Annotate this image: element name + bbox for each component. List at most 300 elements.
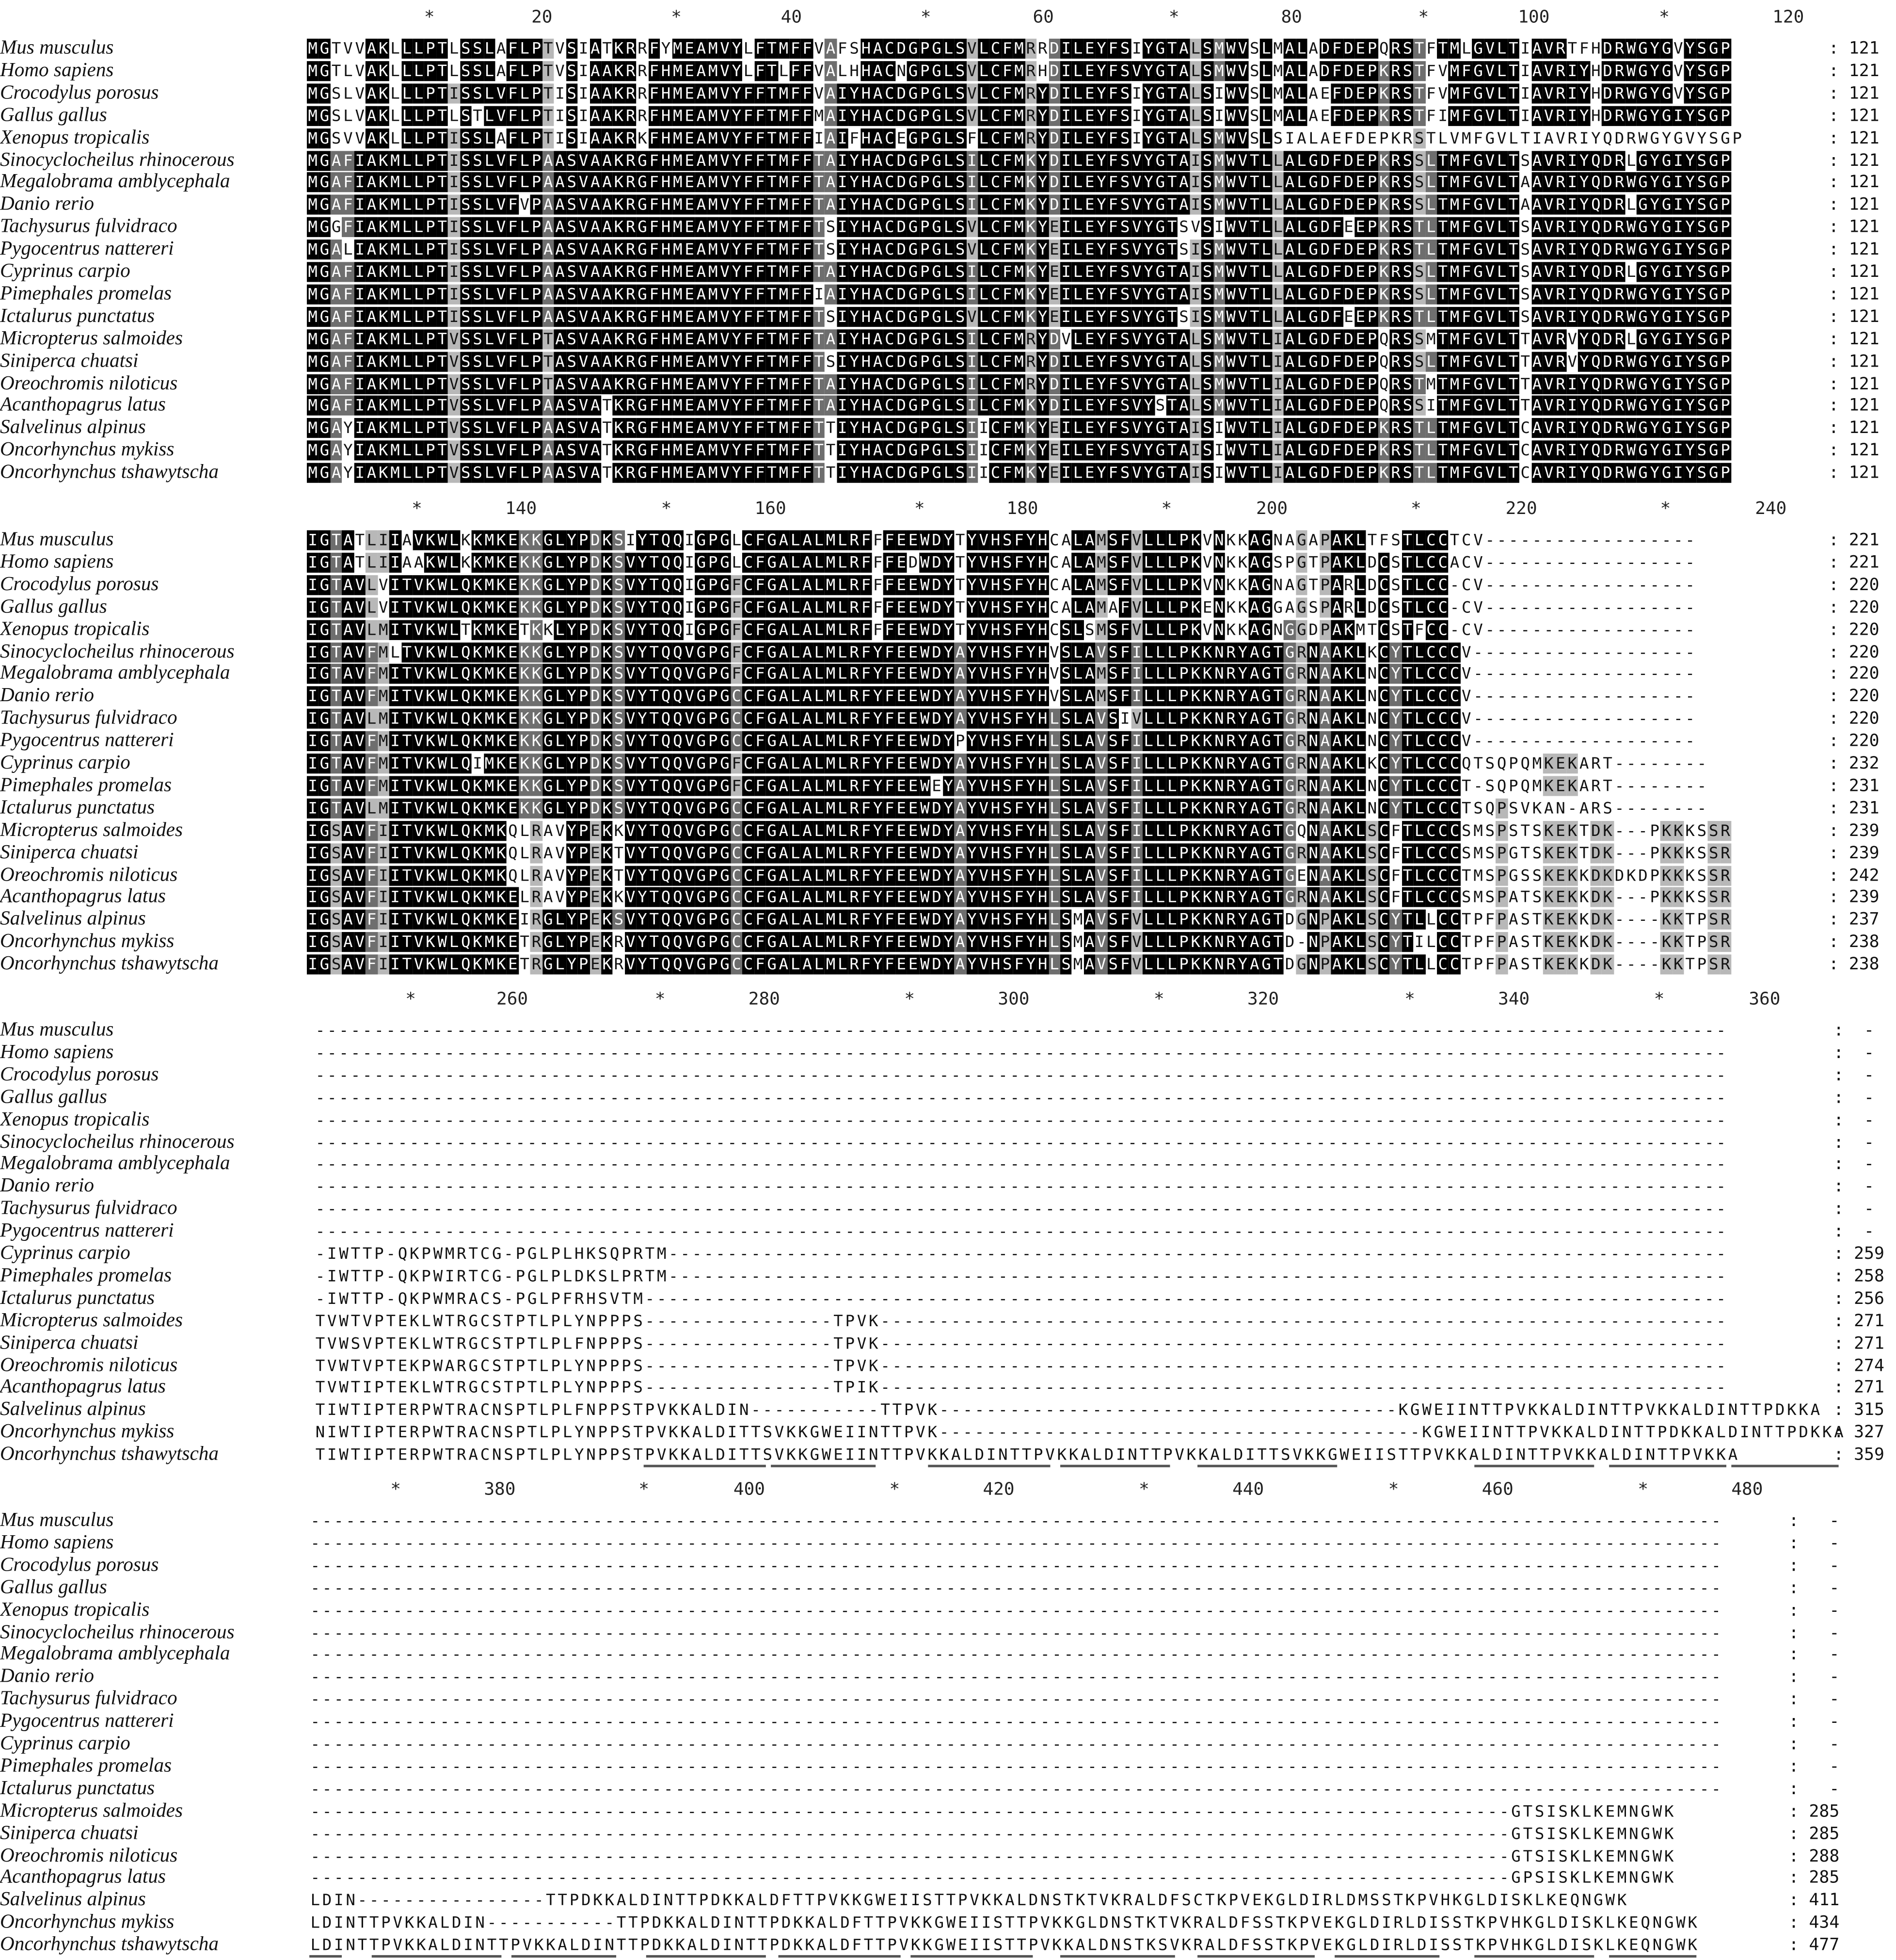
residue: S [1119, 396, 1131, 416]
residue: V [719, 240, 731, 259]
residue: M [1461, 128, 1472, 148]
residue: D [590, 709, 601, 729]
residue: H [989, 843, 1001, 863]
residue: W [1225, 352, 1237, 371]
residue: T [766, 441, 778, 461]
residue: S [1201, 329, 1213, 349]
residue: - [1555, 642, 1566, 662]
residue: I [354, 396, 366, 416]
residue: - [1613, 754, 1625, 773]
residue: L [1414, 530, 1425, 550]
residue: A [872, 441, 884, 461]
residue: V [378, 597, 389, 617]
residue: G [1649, 128, 1660, 148]
residue: S [613, 530, 624, 550]
residue: C [1378, 910, 1390, 930]
residue: P [1720, 329, 1731, 349]
residue: G [1673, 128, 1684, 148]
residue: L [519, 217, 530, 237]
residue: H [660, 284, 671, 304]
residue: L [942, 195, 954, 215]
residue: A [1249, 709, 1260, 729]
residue: R [625, 396, 637, 416]
residue: F [754, 664, 766, 684]
residue: I [1519, 39, 1531, 59]
sequence-text [307, 553, 1696, 573]
residue: A [778, 910, 789, 930]
residue: F [860, 820, 872, 840]
residue: E [907, 776, 919, 796]
residue: P [919, 396, 931, 416]
residue: F [1472, 128, 1484, 148]
residue: K [1673, 843, 1684, 863]
residue: Y [1649, 352, 1660, 371]
residue: P [1319, 620, 1331, 640]
residue: A [955, 776, 966, 796]
residue: I [684, 530, 695, 550]
residue: L [978, 396, 989, 416]
residue: M [378, 642, 389, 662]
residue: L [448, 820, 460, 840]
residue: F [1013, 910, 1025, 930]
residue: Q [1378, 374, 1390, 394]
residue: - [1625, 776, 1637, 796]
residue: V [1543, 441, 1555, 461]
residue: T [1414, 240, 1425, 259]
residue: Y [566, 709, 577, 729]
residue: R [848, 530, 860, 550]
residue: I [354, 306, 366, 326]
residue: T [766, 173, 778, 193]
residue: I [378, 865, 389, 885]
residue: G [695, 687, 707, 707]
residue: H [848, 61, 860, 81]
residue: G [1260, 776, 1272, 796]
residue: K [1378, 106, 1390, 126]
residue: - [1660, 530, 1672, 550]
residue: K [378, 463, 389, 483]
residue: D [931, 887, 942, 907]
residue: Y [1578, 418, 1590, 438]
residue: I [354, 329, 366, 349]
residue: V [577, 329, 589, 349]
residue: F [1425, 83, 1437, 103]
residue: A [366, 150, 377, 170]
residue: T [331, 39, 342, 59]
residue: A [590, 128, 601, 148]
residue: G [931, 61, 942, 81]
residue: A [872, 329, 884, 349]
residue: T [1249, 441, 1260, 461]
residue: - [1508, 597, 1519, 617]
residue: Y [1143, 240, 1154, 259]
residue: K [425, 575, 436, 595]
residue: A [1531, 329, 1543, 349]
residue: L [790, 620, 801, 640]
residue: G [766, 687, 778, 707]
residue: F [860, 798, 872, 818]
residue: L [413, 217, 425, 237]
residue: L [413, 195, 425, 215]
residue: P [707, 776, 719, 796]
residue: Q [1296, 820, 1307, 840]
residue: R [1390, 418, 1402, 438]
residue: K [530, 709, 542, 729]
residue: A [695, 240, 707, 259]
residue: - [1613, 955, 1625, 975]
residue: E [1555, 955, 1566, 975]
residue-count: : 121 [1829, 463, 1880, 483]
residue: Y [1096, 463, 1107, 483]
residue: I [684, 553, 695, 573]
residue: F [1484, 955, 1496, 975]
residue: T [766, 352, 778, 371]
residue: C [1461, 620, 1472, 640]
residue: - [1637, 887, 1649, 907]
residue: M [483, 642, 495, 662]
residue: S [1402, 284, 1413, 304]
residue: P [1649, 843, 1660, 863]
residue: L [1072, 217, 1083, 237]
residue: F [507, 463, 519, 483]
residue: D [1590, 820, 1602, 840]
residue: A [342, 553, 354, 573]
residue: L [483, 396, 495, 416]
residue: C [1449, 865, 1460, 885]
alignment-row [0, 372, 1896, 395]
residue: K [1190, 642, 1201, 662]
residue: T [1531, 932, 1543, 952]
residue: K [613, 418, 624, 438]
residue: N [1366, 731, 1378, 751]
residue: A [1284, 329, 1295, 349]
residue: H [860, 106, 872, 126]
residue: V [354, 754, 366, 773]
residue: D [895, 374, 907, 394]
residue: Y [1143, 441, 1154, 461]
residue: - [1613, 932, 1625, 952]
residue: A [1578, 776, 1590, 796]
residue: A [331, 240, 342, 259]
residue: A [1531, 39, 1543, 59]
residue: F [754, 441, 766, 461]
residue: F [507, 61, 519, 81]
residue: Y [872, 910, 884, 930]
residue: T [436, 217, 448, 237]
residue: A [1178, 329, 1190, 349]
residue: T [1402, 530, 1413, 550]
residue: E [1354, 396, 1366, 416]
residue: I [1673, 306, 1684, 326]
residue: Y [1684, 463, 1696, 483]
residue: G [1708, 306, 1720, 326]
residue: C [1437, 597, 1449, 617]
residue: C [989, 463, 1001, 483]
species-label: Siniperca chuatsi [0, 350, 138, 372]
residue: K [472, 687, 483, 707]
residue: Y [872, 709, 884, 729]
residue: L [1354, 887, 1366, 907]
residue: L [1190, 106, 1201, 126]
residue: F [790, 106, 801, 126]
residue: A [801, 620, 813, 640]
residue: L [519, 262, 530, 282]
residue: L [1414, 575, 1425, 595]
residue: F [790, 61, 801, 81]
residue: C [1378, 709, 1390, 729]
residue: K [601, 754, 613, 773]
residue: S [460, 39, 472, 59]
residue: E [895, 865, 907, 885]
residue: P [1649, 820, 1660, 840]
residue: H [860, 284, 872, 304]
residue: - [1531, 553, 1543, 573]
residue: T [1437, 150, 1449, 170]
residue: - [1578, 575, 1590, 595]
residue: W [1225, 61, 1237, 81]
residue: F [754, 731, 766, 751]
residue: Q [460, 955, 472, 975]
residue: S [1119, 217, 1131, 237]
residue: I [1414, 932, 1425, 952]
residue: S [1107, 575, 1119, 595]
residue: L [401, 217, 413, 237]
residue: C [1437, 620, 1449, 640]
residue: G [1260, 575, 1272, 595]
residue: L [1414, 754, 1425, 773]
residue: P [1496, 843, 1508, 863]
residue: F [860, 910, 872, 930]
residue: K [1343, 709, 1354, 729]
residue: - [1649, 932, 1660, 952]
residue: C [742, 932, 754, 952]
residue: G [542, 955, 554, 975]
residue: T [1508, 83, 1519, 103]
residue: R [625, 173, 637, 193]
residue: Y [1649, 262, 1660, 282]
residue: A [366, 217, 377, 237]
residue: M [378, 709, 389, 729]
residue: A [1508, 932, 1519, 952]
species-label: Mus musculus [0, 529, 113, 551]
residue: Q [672, 731, 684, 751]
residue: Y [1684, 441, 1696, 461]
residue: Q [460, 910, 472, 930]
residue: L [790, 664, 801, 684]
residue: F [507, 306, 519, 326]
residue: S [825, 352, 836, 371]
residue: I [837, 352, 848, 371]
residue: H [660, 396, 671, 416]
residue: L [1496, 39, 1508, 59]
residue: Y [848, 306, 860, 326]
residue: M [672, 284, 684, 304]
residue: - [1508, 642, 1519, 662]
residue: V [978, 664, 989, 684]
residue: - [1449, 597, 1460, 617]
residue: F [884, 687, 895, 707]
residue: L [790, 776, 801, 796]
residue-count: : 121 [1829, 374, 1880, 394]
residue: G [1660, 106, 1672, 126]
residue: M [483, 553, 495, 573]
residue: R [625, 329, 637, 349]
residue: M [778, 240, 789, 259]
residue: M [378, 687, 389, 707]
residue: D [931, 642, 942, 662]
residue: F [1461, 284, 1472, 304]
residue: S [331, 887, 342, 907]
residue: L [1354, 530, 1366, 550]
sequence-text [307, 217, 1731, 237]
residue: M [778, 306, 789, 326]
residue: K [601, 553, 613, 573]
residue: I [1673, 217, 1684, 237]
residue: G [1637, 195, 1649, 215]
residue: - [1566, 642, 1578, 662]
residue: - [1684, 620, 1696, 640]
residue: H [860, 128, 872, 148]
residue: Y [731, 374, 742, 394]
residue: S [566, 262, 577, 282]
residue: Y [1025, 865, 1036, 885]
residue: L [1296, 329, 1307, 349]
residue: E [1084, 441, 1096, 461]
residue: K [378, 418, 389, 438]
residue: F [884, 887, 895, 907]
residue: V [1472, 553, 1484, 573]
residue: N [1213, 820, 1225, 840]
residue: H [660, 173, 671, 193]
residue: M [778, 329, 789, 349]
residue: F [1107, 83, 1119, 103]
residue: L [519, 106, 530, 126]
residue-count: : 220 [1829, 664, 1880, 684]
residue: V [1472, 530, 1484, 550]
residue: C [989, 396, 1001, 416]
residue: I [1272, 396, 1284, 416]
residue: M [707, 106, 719, 126]
residue: Y [1025, 664, 1036, 684]
residue: K [1343, 910, 1354, 930]
residue: G [319, 955, 330, 975]
residue: A [1284, 240, 1295, 259]
residue: - [1637, 843, 1649, 863]
residue: E [907, 642, 919, 662]
alignment-row [0, 194, 1896, 216]
residue: G [1260, 932, 1272, 952]
residue: S [460, 106, 472, 126]
residue: Y [1143, 262, 1154, 282]
residue: K [1190, 553, 1201, 573]
residue: K [1025, 306, 1036, 326]
residue: S [460, 396, 472, 416]
residue: T [1272, 843, 1284, 863]
residue: L [978, 61, 989, 81]
residue: S [566, 306, 577, 326]
residue: I [1673, 262, 1684, 282]
residue: D [907, 553, 919, 573]
residue: M [825, 597, 836, 617]
residue: P [1178, 798, 1190, 818]
residue: F [884, 709, 895, 729]
residue: D [895, 195, 907, 215]
residue: L [978, 240, 989, 259]
residue: V [413, 887, 425, 907]
residue: A [1249, 932, 1260, 952]
residue: K [1578, 932, 1590, 952]
residue: I [966, 329, 978, 349]
residue: P [919, 195, 931, 215]
residue: Y [942, 597, 954, 617]
residue: Y [848, 441, 860, 461]
residue: T [1437, 306, 1449, 326]
residue: E [1084, 83, 1096, 103]
residue: T [766, 128, 778, 148]
residue: N [1213, 865, 1225, 885]
residue: S [613, 798, 624, 818]
residue: L [837, 530, 848, 550]
residue: - [1684, 642, 1696, 662]
residue: - [1613, 620, 1625, 640]
residue: A [1319, 731, 1331, 751]
residue: S [1708, 910, 1720, 930]
residue: G [319, 620, 330, 640]
residue: I [378, 843, 389, 863]
residue: - [1578, 620, 1590, 640]
residue: V [1096, 910, 1107, 930]
residue: A [1084, 530, 1096, 550]
residue: P [425, 150, 436, 170]
residue: K [601, 620, 613, 640]
residue: Y [1390, 664, 1402, 684]
residue: Q [507, 865, 519, 885]
residue: L [1414, 843, 1425, 863]
residue: F [1119, 664, 1131, 684]
residue: L [483, 83, 495, 103]
residue: S [1060, 642, 1072, 662]
species-label: Micropterus salmoides [0, 819, 183, 842]
residue: - [1555, 709, 1566, 729]
residue: Q [460, 664, 472, 684]
residue: P [530, 83, 542, 103]
residue: M [1013, 173, 1025, 193]
residue: I [1060, 396, 1072, 416]
residue: E [931, 776, 942, 796]
residue: I [577, 128, 589, 148]
residue: K [613, 374, 624, 394]
residue: G [1708, 418, 1720, 438]
residue: A [590, 396, 601, 416]
residue: - [1649, 597, 1660, 617]
residue: - [1673, 575, 1684, 595]
residue: A [1084, 910, 1096, 930]
residue: I [1425, 396, 1437, 416]
residue: D [590, 620, 601, 640]
residue: P [425, 374, 436, 394]
residue: S [1119, 352, 1131, 371]
residue: - [1555, 731, 1566, 751]
residue: T [1307, 553, 1319, 573]
residue: Y [566, 798, 577, 818]
residue: R [848, 932, 860, 952]
residue: V [625, 955, 637, 975]
residue: I [448, 306, 460, 326]
residue: G [1307, 150, 1319, 170]
residue: K [530, 664, 542, 684]
residue: L [483, 240, 495, 259]
residue: - [1637, 754, 1649, 773]
